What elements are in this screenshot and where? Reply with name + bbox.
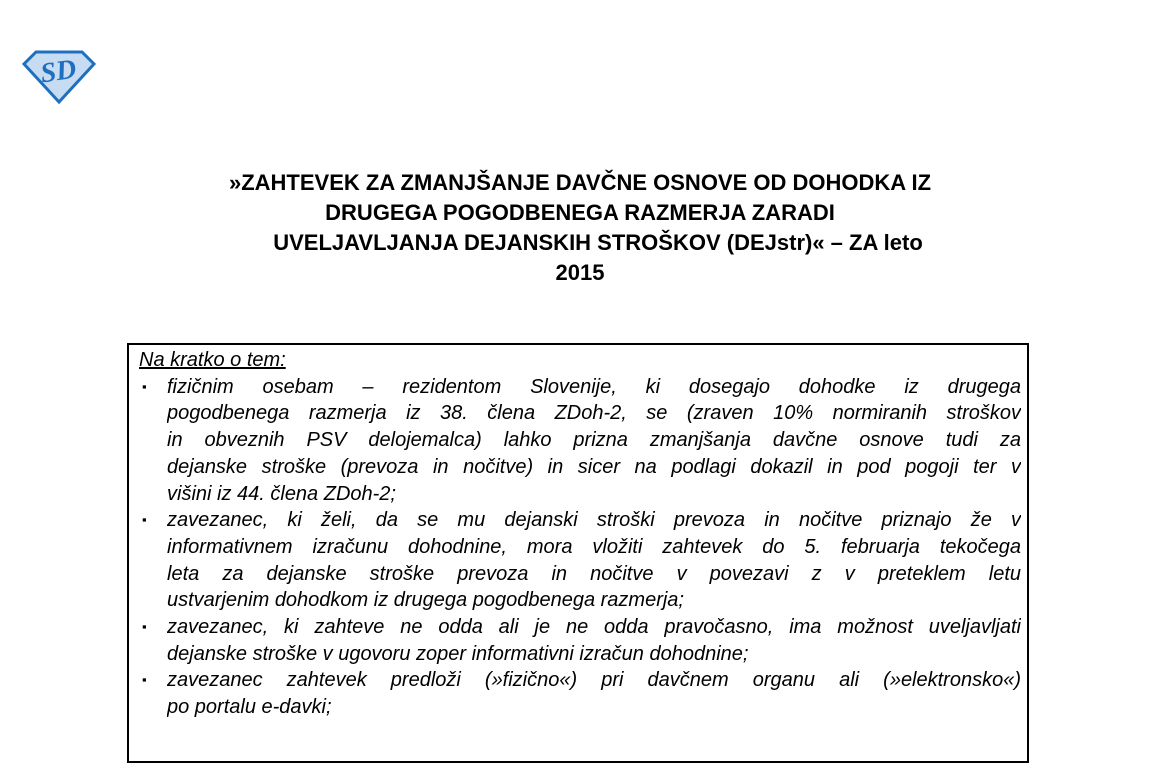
list-item-line: leta za dejanske stroške prevoza in nočitve v povezavi z v preteklem letu (167, 562, 1021, 585)
summary-box (127, 343, 1029, 763)
list-item-line: zavezanec zahtevek predloži (»fizično«) pri davčnem organu ali (»elektronsko«) (167, 669, 1021, 692)
title-line: »ZAHTEVEK ZA ZMANJŠANJE DAVČNE OSNOVE OD DOHODKA IZ (228, 170, 932, 195)
list-item-line: informativnem izračunu dohodnine, mora vložiti zahtevek do 5. februarja tekočega (167, 535, 1021, 558)
list-item-line: višini iz 44. člena ZDoh-2; (167, 482, 396, 505)
summary-heading: Na kratko o tem: (139, 349, 286, 371)
bullet-icon: ▪ (142, 378, 147, 394)
list-item (139, 374, 1021, 508)
list-item-line: dejanske stroške (prevoza in nočitve) in sicer na podlagi dokazil in pod pogoji ter v (167, 455, 1021, 478)
list-item (139, 667, 1021, 720)
bullet-icon: ▪ (142, 512, 147, 528)
list-item-line: fizičnim osebam – rezidentom Slovenije, ki dosegajo dohodke iz drugega (167, 375, 1021, 398)
title-line: 2015 (555, 260, 605, 285)
logo (22, 50, 96, 104)
list-item-line: pogodbenega razmerja iz 38. člena ZDoh-2, se (zraven 10% normiranih stroškov (167, 402, 1021, 425)
title-line: DRUGEGA POGODBENEGA RAZMERJA ZARADI (325, 200, 835, 225)
list-item-line: dejanske stroške v ugovoru zoper informativni izračun dohodnine; (167, 642, 749, 665)
list-item (139, 507, 1021, 614)
list-item (139, 614, 1021, 667)
svg-text:SD: SD (38, 53, 79, 90)
list-item-line: in obveznih PSV delojemalca) lahko prizna zmanjšanja davčne osnove tudi za (167, 429, 1021, 452)
summary-list (139, 374, 1021, 721)
bullet-icon: ▪ (142, 619, 147, 635)
list-item-line: po portalu e-davki; (167, 696, 332, 719)
bullet-icon: ▪ (142, 672, 147, 688)
list-item-line: zavezanec, ki želi, da se mu dejanski stroški prevoza in nočitve priznajo že v (167, 509, 1021, 532)
title-line: UVELJAVLJANJA DEJANSKIH STROŠKOV (DEJstr)« – ZA leto (273, 230, 923, 255)
list-item-line: ustvarjenim dohodkom iz drugega pogodbenega razmerja; (167, 589, 684, 612)
document-title (130, 168, 1030, 288)
list-item-line: zavezanec, ki zahteve ne odda ali je ne odda pravočasno, ima možnost uveljavljati (167, 616, 1021, 639)
